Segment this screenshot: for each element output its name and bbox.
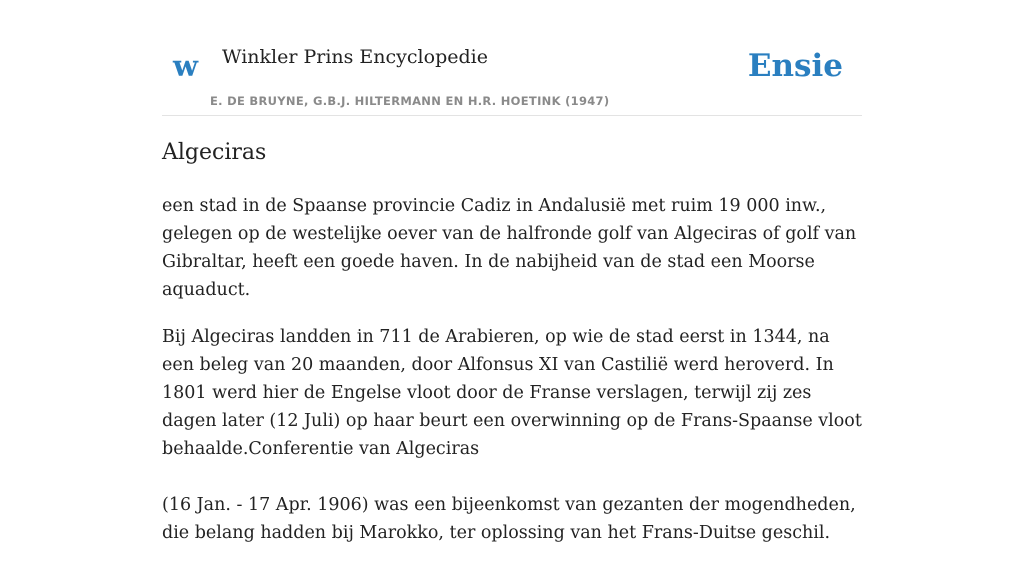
- site-title[interactable]: Winkler Prins Encyclopedie: [222, 46, 488, 68]
- article-paragraph: Bij Algeciras landden in 711 de Arabieren, op wie de stad eerst in 1344, na een beleg van 20 maanden, door Alfonsus XI van Castilië werd heroverd. In 1801 werd hier de Engelse vloot door de Franse verslagen, terwijl zij zes dagen later (12 Juli) op haar beurt een overwinning op de Frans-Spaanse vloot behaalde.Conferentie van Algeciras: [162, 327, 862, 459]
- article-paragraph: een stad in de Spaanse provincie Cadiz in Andalusië met ruim 19 000 inw., gelegen op de westelijke oever van de halfronde golf van Algeciras of golf van Gibraltar, heeft een goede haven. In de nabijheid van de stad een Moorse aquaduct.: [162, 196, 857, 300]
- ensie-logo[interactable]: Ensie: [747, 48, 843, 84]
- article-paragraph: (16 Jan. - 17 Apr. 1906) was een bijeenkomst van gezanten der mogendheden, die belang hadden bij Marokko, ter oplossing van het Frans-Duitse geschil.: [162, 495, 856, 543]
- site-header: [162, 0, 862, 116]
- encyclopedia-logo-icon[interactable]: w: [173, 49, 198, 83]
- article-body: [162, 192, 862, 566]
- site-authors: E. DE BRUYNE, G.B.J. HILTERMANN EN H.R. HOETINK (1947): [210, 94, 610, 108]
- article-title: Algeciras: [162, 140, 267, 165]
